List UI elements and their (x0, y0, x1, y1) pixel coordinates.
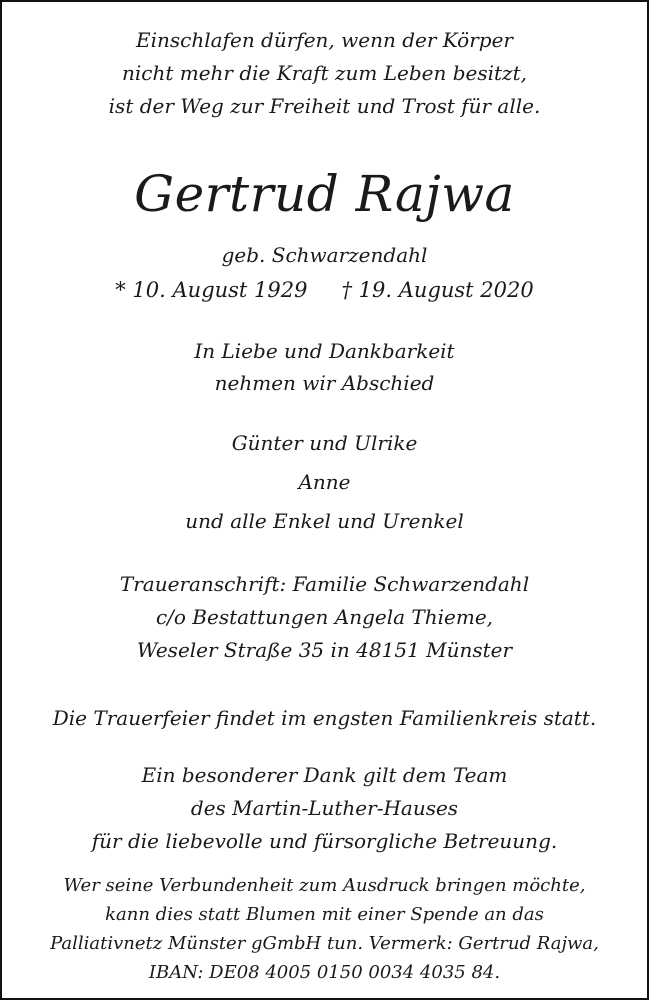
thanks-line: Ein besonderer Dank gilt dem Team (141, 763, 508, 787)
mourning-address (2, 568, 647, 667)
life-dates (2, 273, 647, 307)
ceremony-note: Die Trauerfeier findet im engsten Familienkreis statt. (52, 706, 597, 730)
address-line: Weseler Straße 35 in 48151 Münster (136, 638, 513, 662)
thanks-text (2, 759, 647, 858)
opening-poem (2, 24, 647, 123)
donation-line: IBAN: DE08 4005 0150 0034 4035 84. (148, 962, 501, 983)
poem-line: nicht mehr die Kraft zum Leben besitzt, (122, 61, 527, 85)
birth-date: * 10. August 1929 (115, 278, 308, 302)
poem-line: Einschlafen dürfen, wenn der Körper (136, 28, 513, 52)
thanks-line: des Martin-Luther-Hauses (190, 796, 459, 820)
death-date: † 19. August 2020 (341, 278, 534, 302)
deceased-name: Gertrud Rajwa (134, 165, 515, 223)
mourner-line: Günter und Ulrike (231, 431, 418, 455)
farewell-line: In Liebe und Dankbarkeit (194, 339, 455, 363)
donation-note (2, 871, 647, 987)
birth-name: geb. Schwarzendahl (221, 243, 428, 267)
farewell-line: nehmen wir Abschied (214, 371, 435, 395)
mourners-list (2, 424, 647, 541)
poem-line: ist der Weg zur Freiheit und Trost für alle. (108, 94, 541, 118)
address-line: c/o Bestattungen Angela Thieme, (155, 605, 494, 629)
donation-line: Palliativnetz Münster gGmbH tun. Vermerk: Gertrud Rajwa, (50, 933, 599, 954)
thanks-line: für die liebevolle und fürsorgliche Betreuung. (91, 829, 558, 853)
mourner-line: und alle Enkel und Urenkel (185, 509, 464, 533)
donation-line: kann dies statt Blumen mit einer Spende an das (105, 904, 544, 925)
farewell-text (2, 335, 647, 399)
donation-line: Wer seine Verbundenheit zum Ausdruck bringen möchte, (63, 875, 586, 896)
mourner-line: Anne (298, 470, 351, 494)
address-line: Traueranschrift: Familie Schwarzendahl (119, 572, 530, 596)
